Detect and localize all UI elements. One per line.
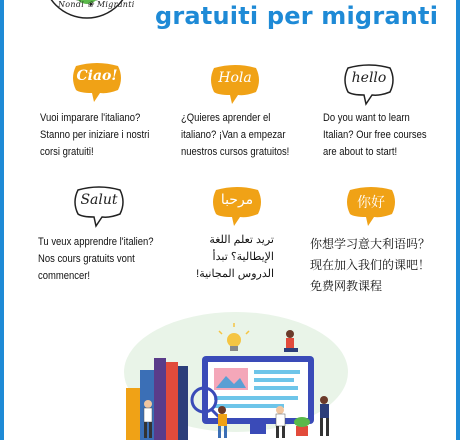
speech-bubble-icon [342,64,396,106]
message-english: Do you want to learn Italian? Our free courses are about to start! [323,112,427,158]
greeting-spanish: Hola [218,70,252,86]
greeting-french: Salut [80,192,118,208]
logo-text: Nondi ❀ Migranti [58,0,135,9]
greeting-english: hello [351,70,387,86]
greeting-chinese: 你好 [357,195,385,211]
speech-bubble-icon [70,62,124,104]
message-chinese: 你想学习意大利语吗？ 现在加入我们的课吧！ 免费网教课程 [310,237,431,293]
person-icon [276,406,285,438]
greeting-arabic: مرحبا [220,192,254,208]
greeting-italian: Ciao! [76,68,118,84]
message-spanish: ¿Quieres aprender el italiano? ¡Van a empezar nuestros cursos gratuitos! [181,112,290,158]
speech-bubble-icon [72,186,126,228]
message-arabic: تريد تعلم اللغة الإيطالية؟ تبدأ الدروس المجانية! [196,234,274,280]
people-learning-illustration [118,300,348,440]
message-italian: Vuoi imparare l'italiano? Stanno per iniziare i nostri corsi gratuiti! [40,112,150,158]
speech-bubble-icon [344,186,398,228]
speech-bubble-icon [208,64,262,106]
person-icon [218,406,227,438]
speech-bubble-icon [210,186,264,228]
page-title: gratuiti per migranti [155,2,439,30]
message-french: Tu veux apprendre l'italien? Nos cours gratuits vont commencer! [38,236,154,282]
